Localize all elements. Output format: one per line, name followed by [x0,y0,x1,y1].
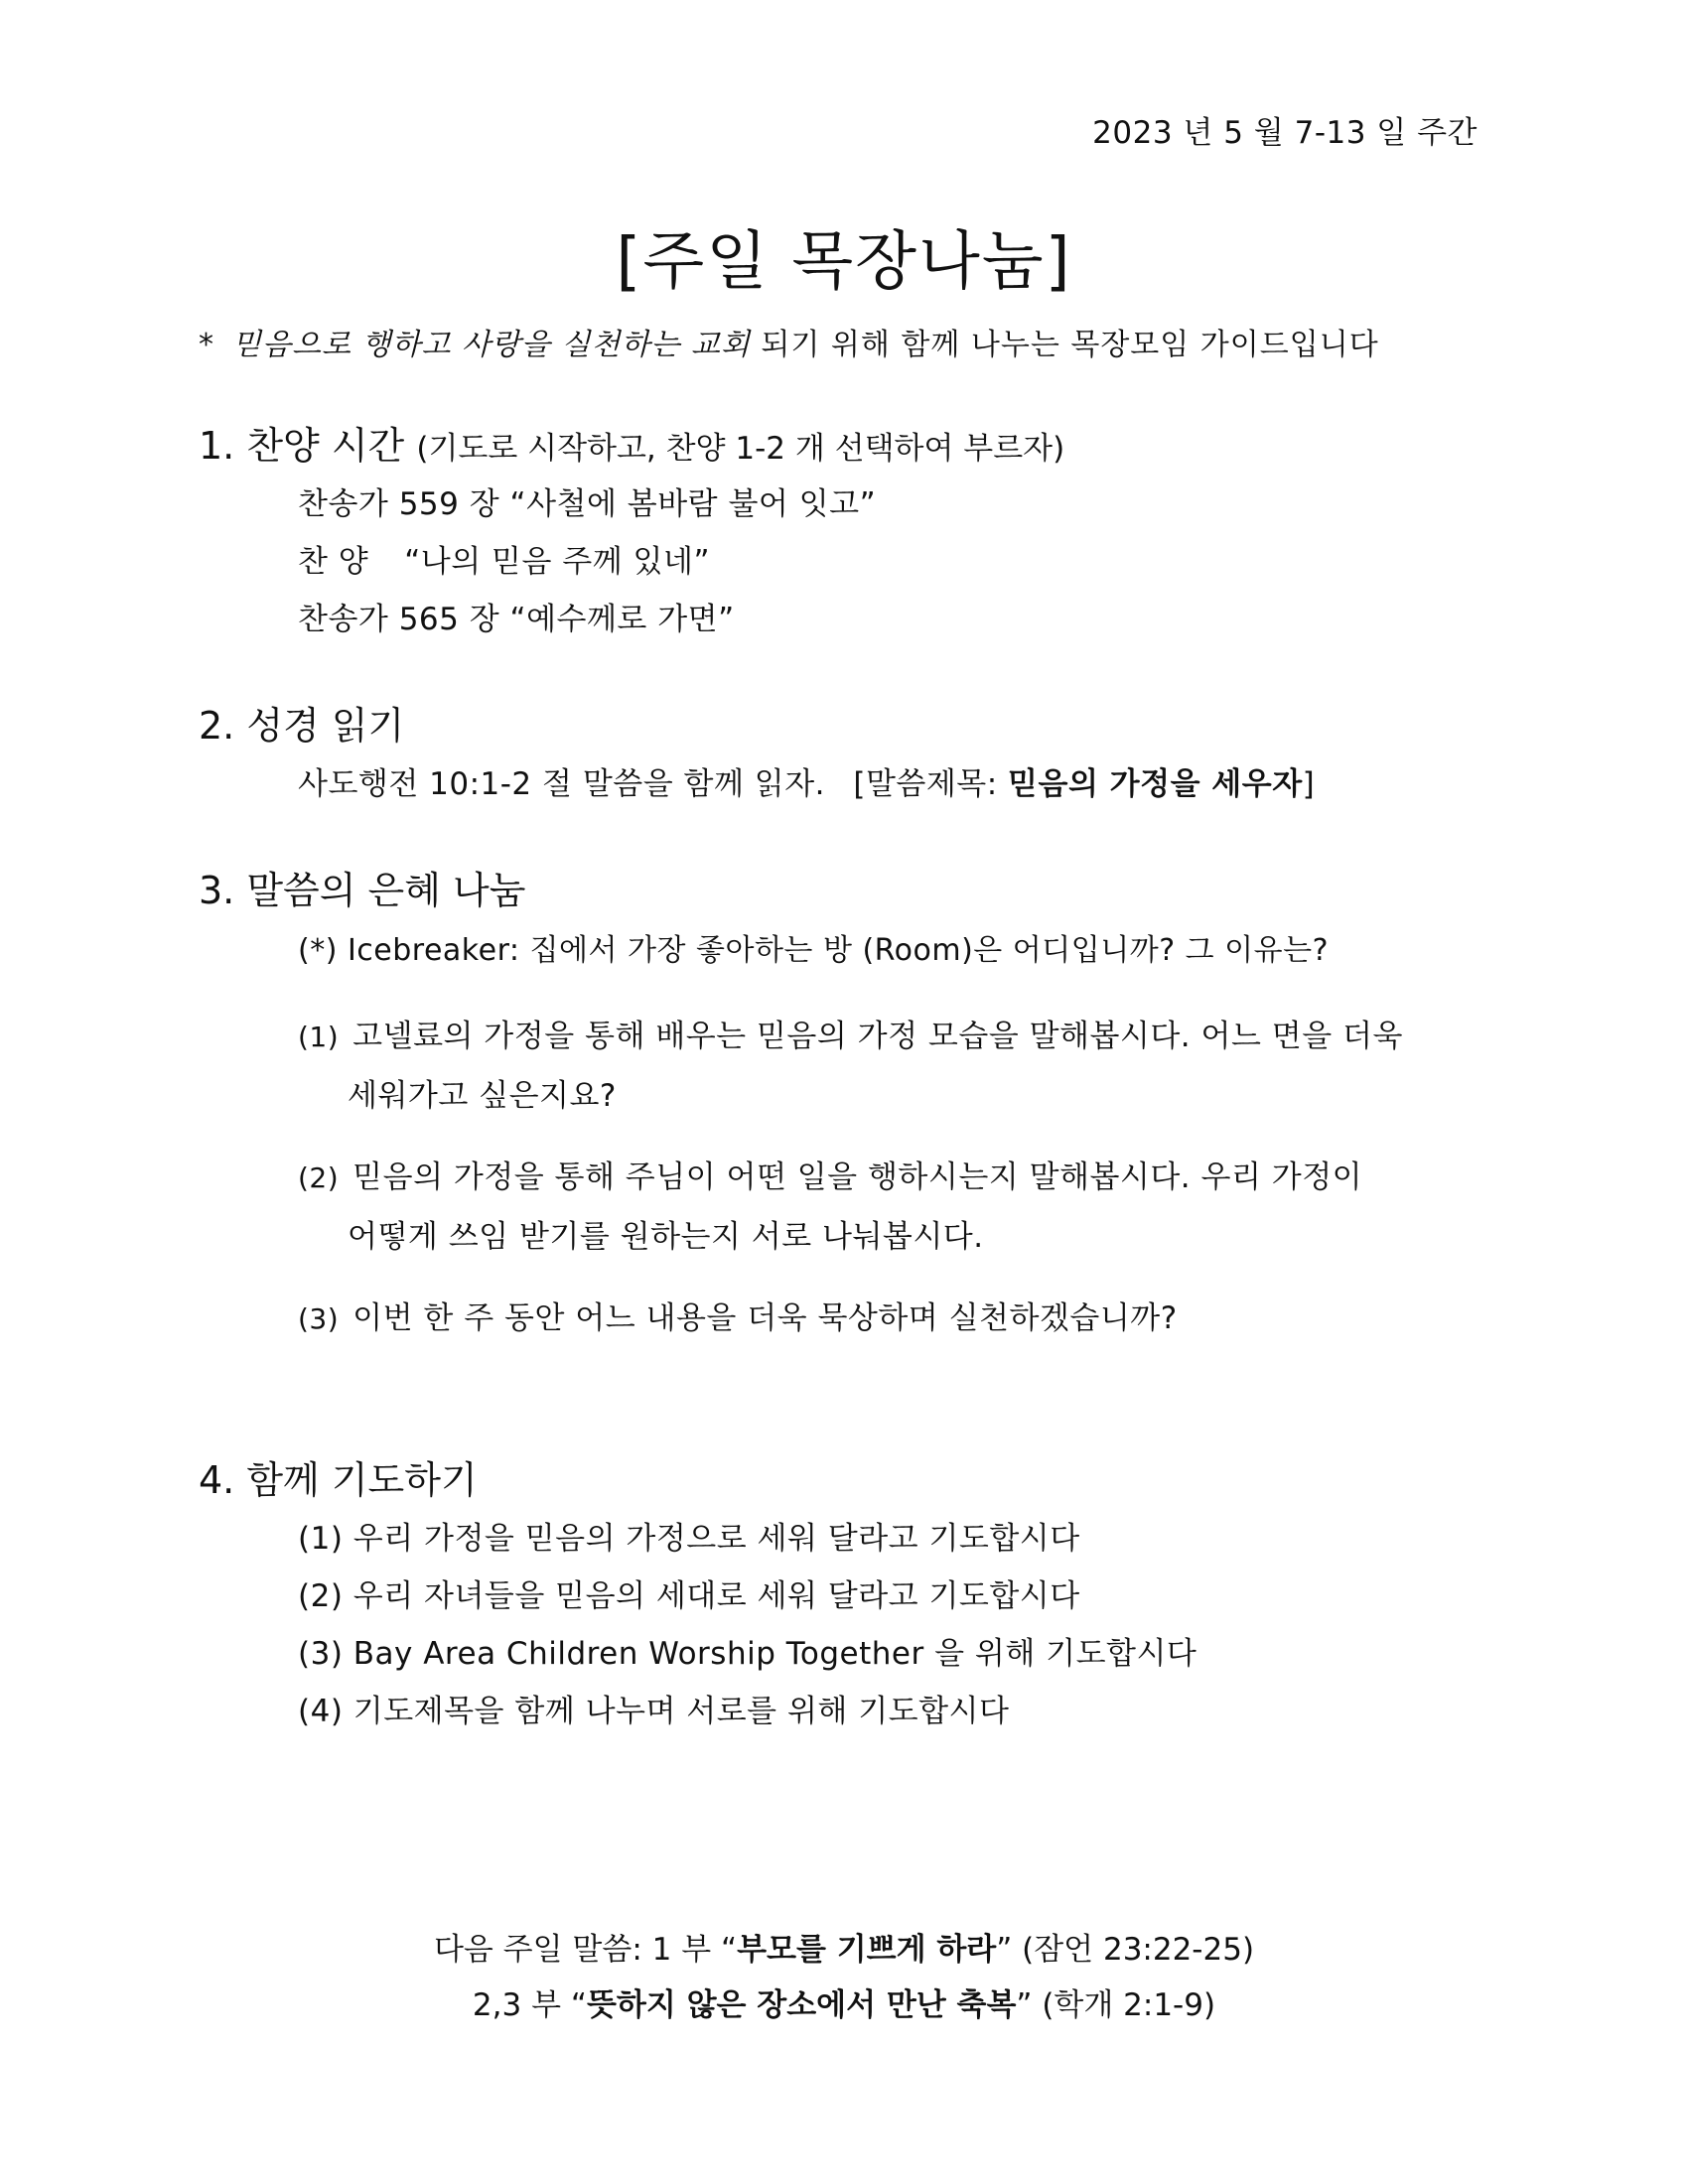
next-sermon-2-suffix: ” (학개 2:1-9) [1016,1987,1216,2023]
reading-line [298,758,1315,803]
next-sermon-1-title: 부모를 기쁘게 하라 [737,1932,997,1968]
page-title: [주일 목장나눔] [616,225,1072,299]
prayer-item-4: (4) 기도제목을 함께 나누며 서로를 위해 기도합시다 [298,1694,1010,1729]
section-praise-heading [199,415,1064,470]
section-sharing-heading: 3. 말씀의 은혜 나눔 [199,869,526,912]
topic-suffix: ] [1302,766,1316,802]
question-2-cont: 어떻게 쓰임 받기를 원하는지 서로 나눠봅시다. [348,1219,984,1255]
section-praise-title: 1. 찬양 시간 [199,424,405,468]
song-title: “나의 믿음 주께 있네” [404,544,710,580]
week-date: 2023 년 5 월 7-13 일 주간 [1092,115,1477,151]
prayer-item-1: (1) 우리 가정을 믿음의 가정으로 세워 달라고 기도합시다 [298,1521,1080,1557]
question-number: (1) [298,1021,340,1053]
question-number: (2) [298,1161,340,1194]
intro-rest: 되기 위해 함께 나누는 목장모임 가이드입니다 [761,328,1379,362]
section-prayer-heading: 4. 함께 기도하기 [199,1458,478,1502]
intro-asterisk: * [199,328,214,362]
song-line-2 [298,536,710,581]
question-text: 믿음의 가정을 통해 주님이 어떤 일을 행하시는지 말해봅시다. 우리 가정이 [352,1160,1363,1195]
intro-line [199,320,1379,363]
question-2 [298,1152,1362,1196]
question-number: (3) [298,1302,340,1335]
question-1 [298,1011,1403,1055]
topic-title: 믿음의 가정을 세우자 [1008,766,1303,802]
section-reading-heading: 2. 성경 읽기 [199,704,405,748]
reading-text: 사도행전 10:1-2 절 말씀을 함께 읽자. [298,766,825,802]
question-text: 이번 한 주 동안 어느 내용을 더욱 묵상하며 실천하겠습니까? [352,1300,1178,1336]
question-1-cont: 세워가고 싶은지요? [348,1078,617,1114]
prayer-item-3: (3) Bay Area Children Worship Together 을 위해 기도합시다 [298,1636,1197,1672]
intro-italic: 믿음으로 행하고 사랑을 실천하는 교회 [232,328,751,362]
icebreaker-line: (*) Icebreaker: 집에서 가장 좋아하는 방 (Room)은 어디입니까? 그 이유는? [298,933,1330,968]
next-sermon-1-prefix: 다음 주일 말씀: 1 부 “ [433,1932,738,1968]
topic-prefix: [말씀제목: [853,766,998,802]
next-sermon-2-title: 뜻하지 않은 장소에서 만난 축복 [586,1987,1017,2023]
prayer-item-2: (2) 우리 자녀들을 믿음의 세대로 세워 달라고 기도합시다 [298,1578,1080,1614]
next-sermon-line-2 [0,1979,1688,2024]
next-sermon-2-prefix: 2,3 부 “ [472,1987,587,2023]
section-praise-note: (기도로 시작하고, 찬양 1-2 개 선택하여 부르자) [416,431,1065,467]
next-sermon-1-suffix: ” (잠언 23:22-25) [996,1932,1255,1968]
song-label: 찬 양 [298,544,369,580]
question-text: 고넬료의 가정을 통해 배우는 믿음의 가정 모습을 말해봅시다. 어느 면을 더욱 [352,1019,1403,1054]
song-line-3: 찬송가 565 장 “예수께로 가면” [298,602,735,637]
next-sermon-line-1 [0,1924,1688,1969]
song-line-1: 찬송가 559 장 “사철에 봄바람 불어 잇고” [298,486,877,522]
question-3 [298,1293,1178,1337]
